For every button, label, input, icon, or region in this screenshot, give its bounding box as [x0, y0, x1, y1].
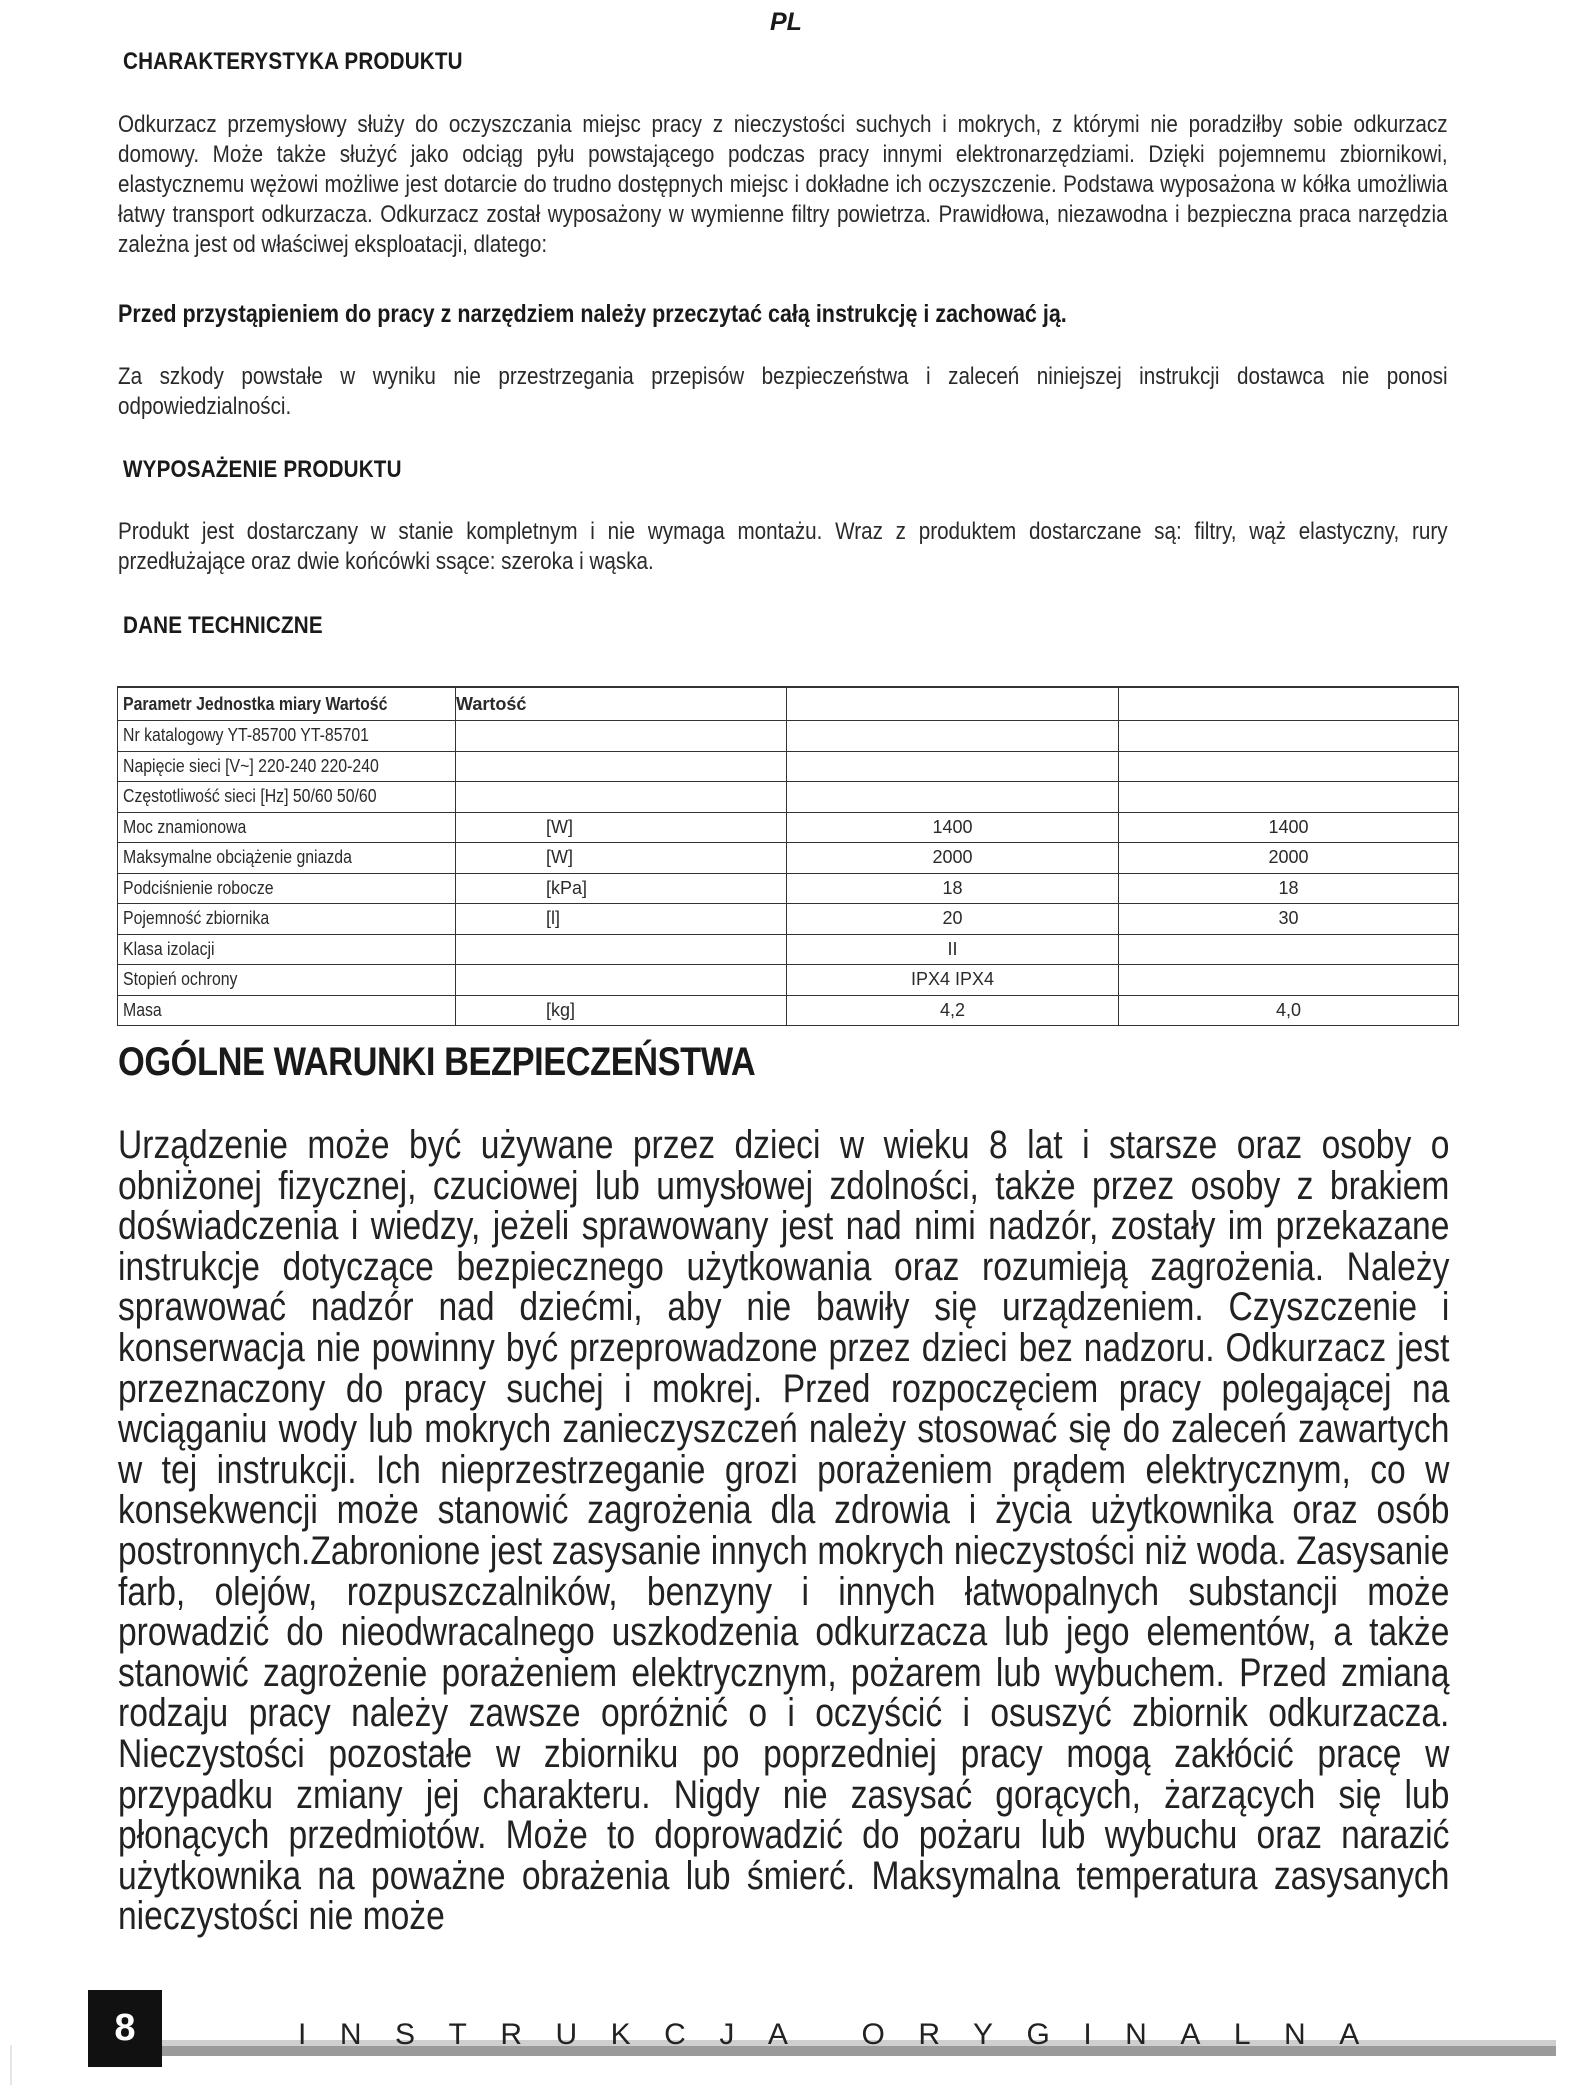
table-cell: Maksymalne obciążenie gniazda — [118, 843, 456, 874]
table-cell: 1400 — [787, 812, 1119, 843]
table-row — [118, 843, 1459, 874]
table-header-cell: Wartość — [456, 687, 787, 721]
language-code: PL — [770, 8, 802, 36]
table-cell: Częstotliwość sieci [Hz] 50/60 50/60 — [118, 782, 456, 813]
section-title-technical-data: DANE TECHNICZNE — [123, 612, 323, 639]
section-title-safety: OGÓLNE WARUNKI BEZPIECZEŃSTWA — [118, 1040, 756, 1084]
table-cell: 18 — [787, 873, 1119, 904]
equipment-paragraph — [118, 517, 1448, 577]
table-cell: 4,2 — [787, 995, 1119, 1026]
table-cell — [1119, 751, 1459, 782]
table-cell: [kPa] — [456, 873, 787, 904]
table-cell: Masa — [118, 995, 456, 1026]
table-cell: [l] — [456, 904, 787, 935]
liability-paragraph — [118, 362, 1448, 422]
table-cell: 30 — [1119, 904, 1459, 935]
read-instructions-note: Przed przystąpieniem do pracy z narzędziem należy przeczytać całą instrukcję i zachować ją. — [118, 300, 1067, 328]
table-cell: 4,0 — [1119, 995, 1459, 1026]
table-cell: 20 — [787, 904, 1119, 935]
table-row — [118, 965, 1459, 996]
table-cell — [1119, 782, 1459, 813]
table-cell: Moc znamionowa — [118, 812, 456, 843]
table-cell: 18 — [1119, 873, 1459, 904]
table-cell: Klasa izolacji — [118, 934, 456, 965]
table-cell — [787, 782, 1119, 813]
table-cell: [W] — [456, 843, 787, 874]
margin-mark — [10, 2045, 12, 2085]
table-cell: Stopień ochrony — [118, 965, 456, 996]
page-number: 8 — [88, 1990, 162, 2067]
table-row — [118, 904, 1459, 935]
table-row — [118, 995, 1459, 1026]
table-cell — [787, 721, 1119, 752]
table-cell — [456, 782, 787, 813]
table-row — [118, 782, 1459, 813]
table-cell: [kg] — [456, 995, 787, 1026]
safety-paragraph — [118, 1125, 1448, 1937]
table-cell — [1119, 965, 1459, 996]
table-header-cell: Parametr Jednostka miary Wartość — [118, 687, 456, 721]
table-header-row — [118, 687, 1459, 721]
table-cell — [456, 965, 787, 996]
section-title-equipment: WYPOSAŻENIE PRODUKTU — [123, 456, 402, 483]
section-title-characteristics: CHARAKTERYSTYKA PRODUKTU — [123, 48, 463, 75]
table-cell — [456, 934, 787, 965]
safety-text: Urządzenie może być używane przez dzieci w wieku 8 lat i starsze oraz osoby o obniżonej fizycznej, czuciowej lub umysłowej zdolności, także przez osoby z brakiem doświadczenia i wiedzy, jeżeli sprawowany jest nad nimi nadzór, zostały im przekazane instrukcje dotyczące bezpiecznego użytkowania oraz rozumieją zagrożenia. Należy sprawować nadzór nad dziećmi, aby nie bawiły się urządzeniem. Czyszczenie i konserwacja nie powinny być przeprowadzone przez dzieci bez nadzoru. Odkurzacz jest przeznaczony do pracy suchej i mokrej. Przed rozpoczęciem pracy polegającej na wciąganiu wody lub mokrych zanieczyszczeń należy stosować się do zaleceń zawartych w tej instrukcji. Ich nieprzestrzeganie grozi porażeniem prądem elektrycznym, co w konsekwencji może stanowić zagrożenia dla zdrowia i życia użytkownika oraz osób postronnych.Zabronione jest zasysanie innych mokrych nieczystości niż woda. Zasysanie farb, olejów, rozpuszczalników, benzyny i innych łatwopalnych substancji może prowadzić do nieodwracalnego uszkodzenia odkurzacza lub jego elementów, a także stanowić zagrożenie porażeniem elektrycznym, pożarem lub wybuchem. Przed zmianą rodzaju pracy należy zawsze opróżnić o i oczyścić i osuszyć zbiornik odkurzacza. Nieczystości pozostałe w zbiorniku po poprzedniej pracy mogą zakłócić pracę w przypadku zmiany jej charakteru. Nigdy nie zasysać gorących, żarzących się lub płonących przedmiotów. Może to doprowadzić do pożaru lub wybuchu oraz narazić użytkownika na poważne obrażenia lub śmierć. Maksymalna temperatura zasysanych nieczystości nie może — [118, 1123, 1450, 1939]
table-cell — [456, 751, 787, 782]
table-row — [118, 751, 1459, 782]
table-row — [118, 721, 1459, 752]
table-header-cell — [787, 687, 1119, 721]
table-cell — [787, 751, 1119, 782]
table-row — [118, 873, 1459, 904]
table-cell: Napięcie sieci [V~] 220-240 220-240 — [118, 751, 456, 782]
table-header-cell — [1119, 687, 1459, 721]
table-cell: II — [787, 934, 1119, 965]
table-cell — [456, 721, 787, 752]
equipment-text: Produkt jest dostarczany w stanie kompletnym i nie wymaga montażu. Wraz z produktem dostarczane są: filtry, wąż elastyczny, rury przedłużające oraz dwie końcówki ssące: szeroka i wąska. — [118, 518, 1448, 575]
table-cell: Podciśnienie robocze — [118, 873, 456, 904]
liability-text: Za szkody powstałe w wyniku nie przestrzegania przepisów bezpieczeństwa i zaleceń niniejszej instrukcji dostawca nie ponosi odpowiedzialności. — [118, 363, 1448, 420]
table-row — [118, 934, 1459, 965]
table-cell: 2000 — [787, 843, 1119, 874]
table-cell: Nr katalogowy YT-85700 YT-85701 — [118, 721, 456, 752]
table-cell: 2000 — [1119, 843, 1459, 874]
table-row — [118, 812, 1459, 843]
table-cell: IPX4 IPX4 — [787, 965, 1119, 996]
table-cell — [1119, 721, 1459, 752]
intro-paragraph — [118, 110, 1448, 260]
table-cell: Pojemność zbiornika — [118, 904, 456, 935]
technical-data-table — [117, 686, 1459, 1026]
intro-text: Odkurzacz przemysłowy służy do oczyszczania miejsc pracy z nieczystości suchych i mokrych, z którymi nie poradziłby sobie odkurzacz domowy. Może także służyć jako odciąg pyłu powstającego podczas pracy innymi elektronarzędziami. Dzięki pojemnemu zbiornikowi, elastycznemu wężowi możliwe jest dotarcie do trudno dostępnych miejsc i dokładne ich oczyszczenie. Podstawa wyposażona w kółka umożliwia łatwy transport odkurzacza. Odkurzacz został wyposażony w wymienne filtry powietrza. Prawidłowa, niezawodna i bezpieczna praca narzędzia zależna jest od właściwej eksploatacji, dlatego: — [118, 111, 1448, 258]
footer-label: INSTRUKCJA ORYGINALNA — [298, 2018, 1393, 2051]
table-cell: [W] — [456, 812, 787, 843]
table-cell — [1119, 934, 1459, 965]
table-cell: 1400 — [1119, 812, 1459, 843]
